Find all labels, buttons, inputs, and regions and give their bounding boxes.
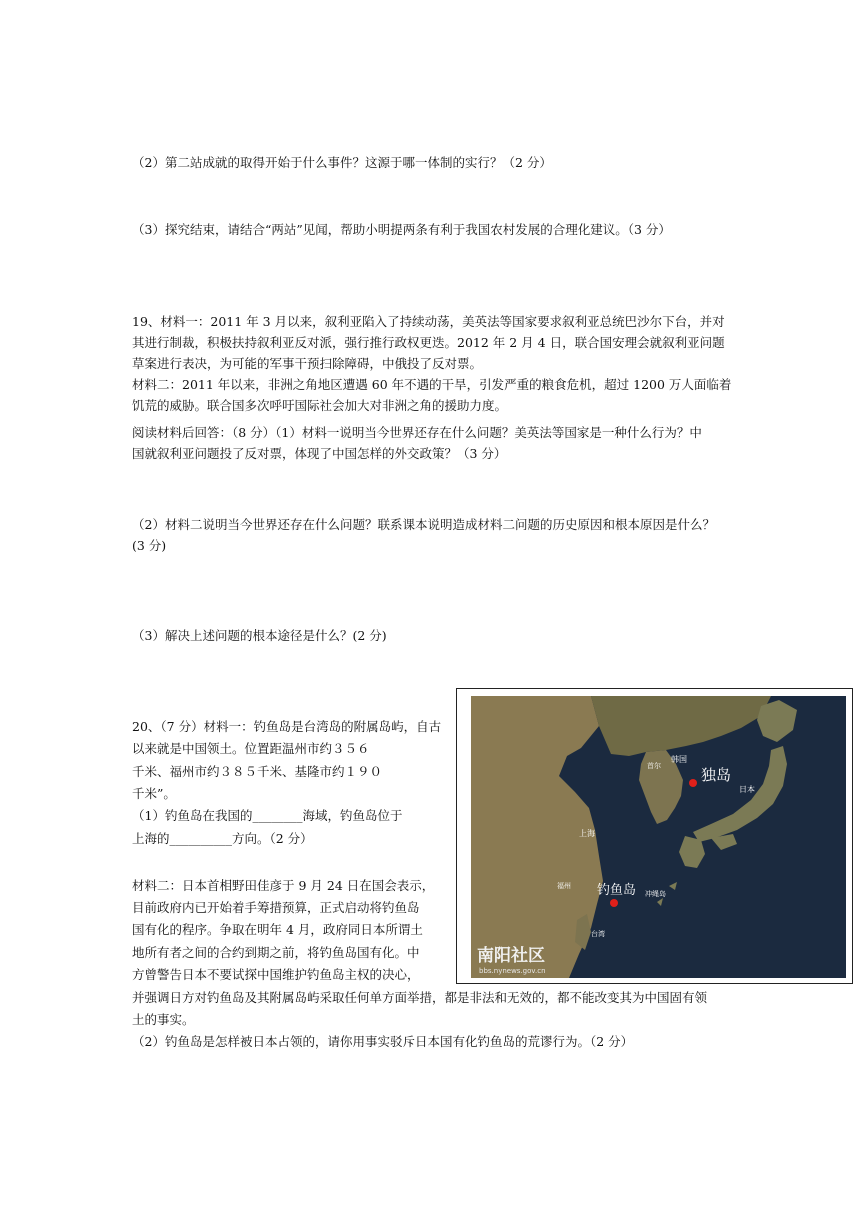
q20-material2: 方曾警告日本不要试探中国维护钓鱼岛主权的决心， xyxy=(132,967,420,982)
q20-material2: 目前政府内已开始着手筹措预算，正式启动将钓鱼岛 xyxy=(132,900,420,915)
seoul-label: 首尔 xyxy=(647,762,661,770)
q19-line: 其进行制裁，积极扶持叙利亚反对派，强行推行政权更迭。2012 年 2 月 4 日，联合国安理会就叙利亚问题 xyxy=(132,335,725,350)
q20-sub1: 上海的__________方向。（2 分） xyxy=(132,831,313,846)
dokdo-label: 独岛 xyxy=(701,766,732,784)
q19-line: 19、材料一：2011 年 3 月以来，叙利亚陷入了持续动荡，美英法等国家要求叙利亚总统巴沙尔下台，并对 xyxy=(132,314,725,329)
watermark-title: 南阳社区 xyxy=(477,946,545,966)
korea-label: 韩国 xyxy=(671,755,687,764)
q20-material2: 土的事实。 xyxy=(132,1012,195,1027)
q19-line: 国就叙利亚问题投了反对票，体现了中国怎样的外交政策？（3 分） xyxy=(132,446,507,461)
q18-sub2: （2）第二站成就的取得开始于什么事件？这源于哪一体制的实行？（2 分） xyxy=(132,155,552,170)
watermark-url: bbs.nynews.gov.cn xyxy=(479,967,546,975)
q19-sub2: （2）材料二说明当今世界还存在什么问题？联系课本说明造成材料二问题的历史原因和根本原因是什么？ xyxy=(132,517,715,532)
east-asia-satellite-map xyxy=(471,696,846,978)
q20-material2: 地所有者之间的合约到期之前，将钓鱼岛国有化。中 xyxy=(132,945,420,960)
q19-line: 饥荒的威胁。联合国多次呼吁国际社会加大对非洲之角的援助力度。 xyxy=(132,398,508,413)
diaoyu-label: 钓鱼岛 xyxy=(597,883,637,898)
q20-material2: 国有化的程序。争取在明年 4 月，政府同日本所谓土 xyxy=(132,922,423,937)
map-figure-frame xyxy=(456,688,853,984)
dokdo-marker xyxy=(689,779,697,787)
q19-sub3: （3）解决上述问题的根本途径是什么？(2 分) xyxy=(132,628,387,643)
q19-line: 草案进行表决，为可能的军事干预扫除障碍，中俄投了反对票。 xyxy=(132,356,483,371)
q18-sub3: （3）探究结束，请结合“两站”见闻，帮助小明提两条有利于我国农村发展的合理化建议。（3 分） xyxy=(132,222,671,237)
japan-label: 日本 xyxy=(739,785,755,794)
q20-line: 20、（7 分）材料一：钓鱼岛是台湾岛的附属岛屿，自古 xyxy=(132,719,442,734)
q20-line: 千米、福州市约３８５千米、基隆市约１９０ xyxy=(132,764,383,779)
taiwan-label: 台湾 xyxy=(591,930,605,938)
q20-material2: 材料二：日本首相野田佳彦于 9 月 24 日在国会表示， xyxy=(132,878,435,893)
q20-sub1: （1）钓鱼岛在我国的________海域，钓鱼岛位于 xyxy=(132,808,403,823)
okinawa-label: 冲绳岛 xyxy=(645,890,666,898)
q20-sub2: （2）钓鱼岛是怎样被日本占领的，请你用事实驳斥日本国有化钓鱼岛的荒谬行为。（2 分） xyxy=(132,1034,634,1049)
q19-line: 阅读材料后回答：（8 分）（1）材料一说明当今世界还存在什么问题？美英法等国家是一种什么行为？中 xyxy=(132,425,702,440)
shanghai-label: 上海 xyxy=(579,829,595,838)
q20-line: 千米”。 xyxy=(132,786,176,801)
diaoyu-marker xyxy=(610,899,618,907)
q19-sub2: (3 分) xyxy=(132,538,167,553)
fuzhou-label: 福州 xyxy=(557,882,571,890)
q20-line: 以来就是中国领土。位置距温州市约３５６ xyxy=(132,741,370,756)
q20-material2: 并强调日方对钓鱼岛及其附属岛屿采取任何单方面举措，都是非法和无效的，都不能改变其为中国固有领 xyxy=(132,990,708,1005)
q19-line: 材料二：2011 年以来，非洲之角地区遭遇 60 年不遇的干旱，引发严重的粮食危机，超过 1200 万人面临着 xyxy=(132,377,732,392)
